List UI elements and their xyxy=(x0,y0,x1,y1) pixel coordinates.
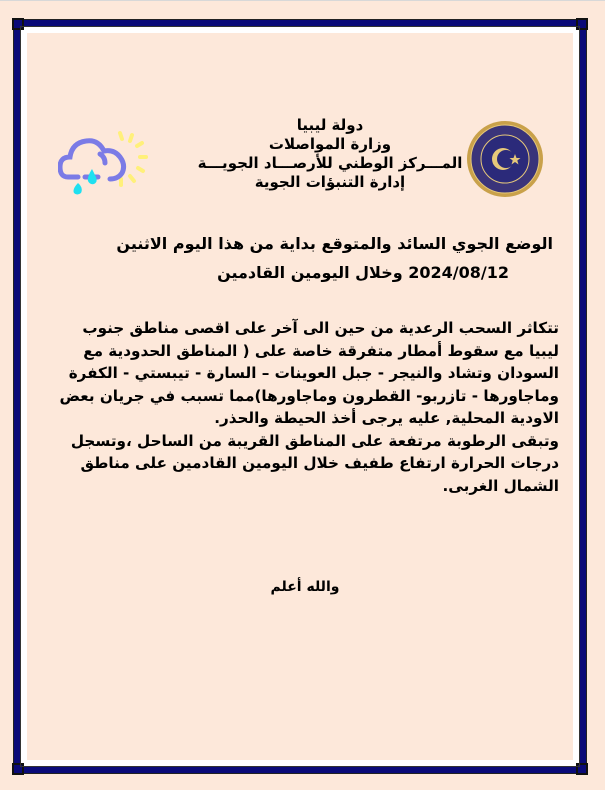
body-line: ليبيا مع سقوط أمطار متفرقة خاصة على ( المناطق الحدودية مع xyxy=(83,341,559,360)
body-line: درجات الحرارة ارتفاع طفيف خلال اليومين القادمين على مناطق xyxy=(80,454,559,472)
body-line: السودان وتشاد والنيجر - جبل العوينات – السارة - تيبستي - الكفرة xyxy=(68,364,559,382)
header-center: المـــركز الوطني للأرصـــاد الجويـــة xyxy=(197,154,463,172)
title-line-2: 2024/08/12 وخلال اليومين القادمين xyxy=(217,263,509,282)
closing-phrase: والله أعلم xyxy=(270,579,340,595)
ministry-seal-logo xyxy=(465,119,545,199)
body-line: الاودية المحلية, عليه يرجى أخذ الحيطة والحذر. xyxy=(214,409,559,427)
header-department: إدارة التنبؤات الجوية xyxy=(254,173,406,191)
title-line-1: الوضع الجوي السائد والمتوقع بداية من هذا اليوم الاثنين xyxy=(116,234,553,253)
frame-corner xyxy=(12,763,24,775)
body-line: الشمال الغربى. xyxy=(442,476,559,495)
frame-corner xyxy=(12,18,24,30)
forecast-body xyxy=(29,317,559,497)
body-line: وتبقى الرطوبة مرتفعة على المناطق القريبة من الساحل ،وتسجل xyxy=(70,431,559,450)
cloud-rain-sun-icon xyxy=(58,127,150,195)
frame-corner xyxy=(576,18,588,30)
organization-header xyxy=(180,116,480,192)
header-country: دولة ليبيا xyxy=(296,116,364,134)
body-line: تتكاثر السحب الرعدية من حين الى آخر على اقصى مناطق جنوب xyxy=(82,319,559,337)
forecast-title xyxy=(33,229,553,287)
header-ministry: وزارة المواصلات xyxy=(268,135,392,153)
body-line: وماجاورها - تازربو- القطرون وماجاورها)مما تسبب في جريان بعض xyxy=(59,386,559,405)
frame-corner xyxy=(576,763,588,775)
